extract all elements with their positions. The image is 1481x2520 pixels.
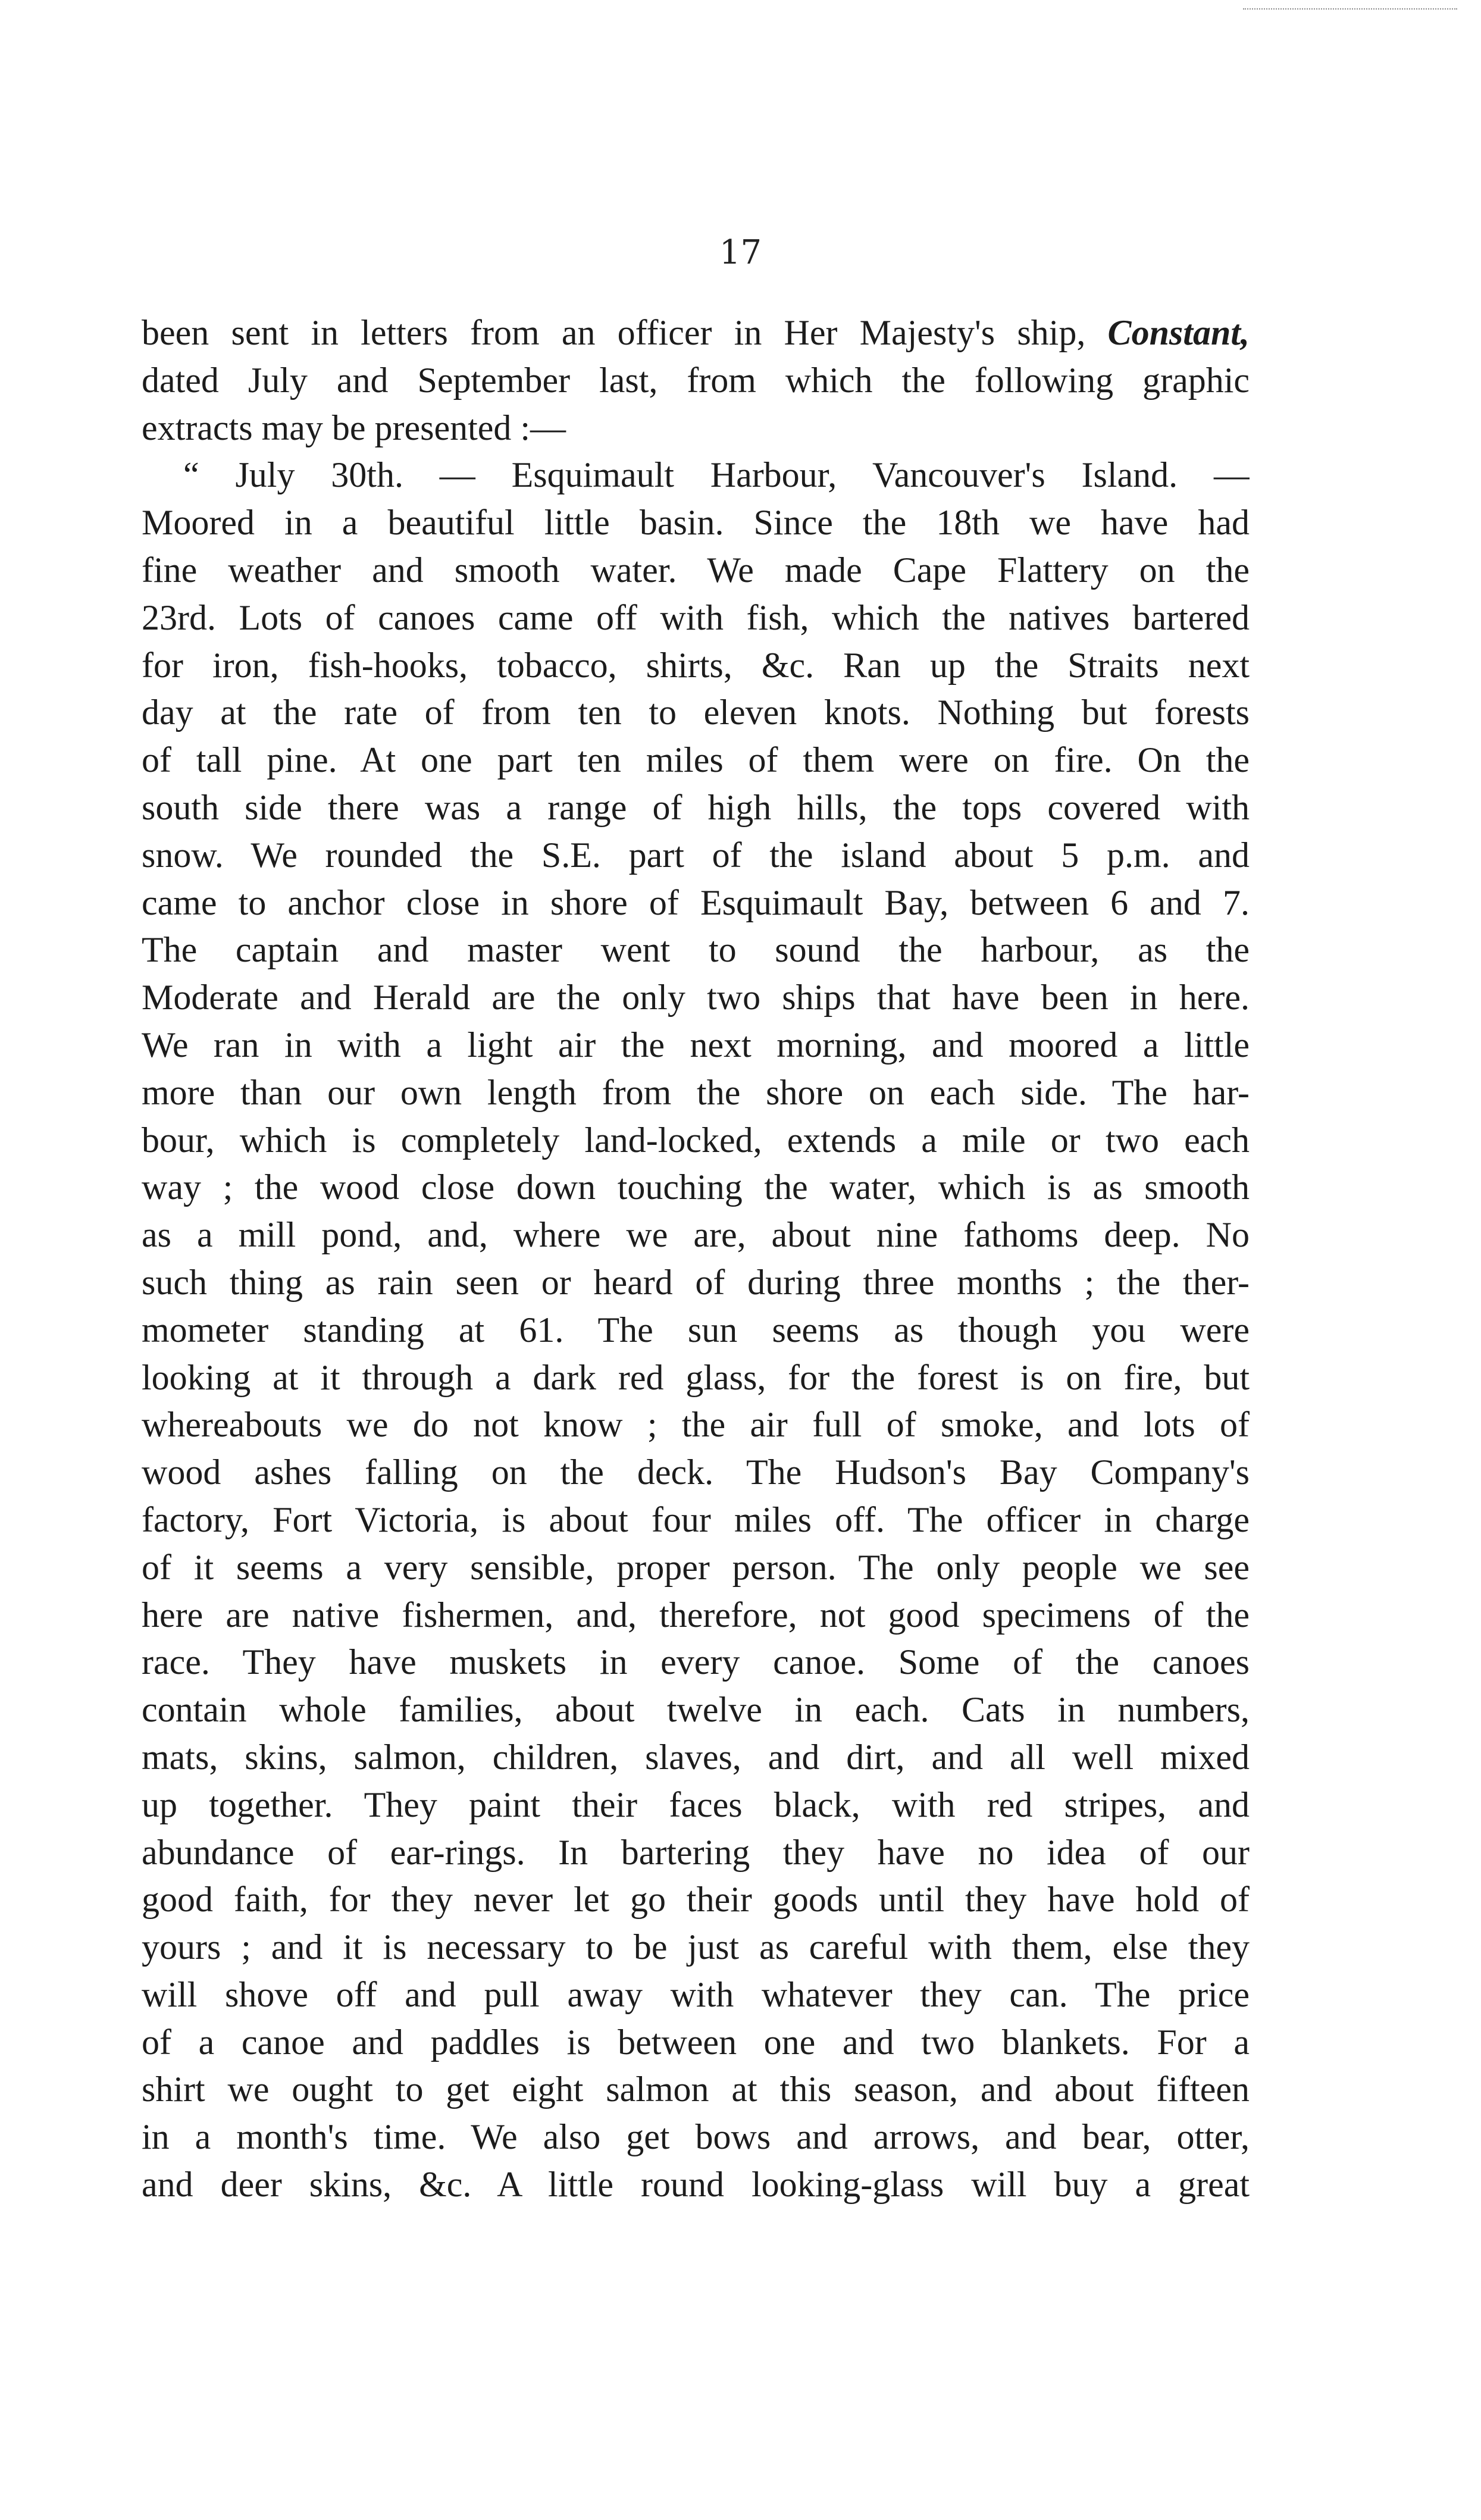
text-line: Moored in a beautiful little basin. Since the 18th we have had xyxy=(142,503,1250,543)
text-line: such thing as rain seen or heard of during three months ; the ther- xyxy=(142,1262,1250,1302)
text-line: south side there was a range of high hills, the tops covered with xyxy=(142,787,1250,827)
text-line: will shove off and pull away with whatever they can. The price xyxy=(142,1974,1250,2014)
text-line: been sent in letters from an officer in Her Majesty's ship, Constant, xyxy=(142,313,1250,352)
page-number: 17 xyxy=(719,233,762,272)
text-line: in a month's time. We also get bows and arrows, and bear, otter, xyxy=(142,2117,1250,2157)
text-line: came to anchor close in shore of Esquimault Bay, between 6 and 7. xyxy=(142,882,1250,922)
ship-name: Constant, xyxy=(1107,313,1250,352)
text-line: of it seems a very sensible, proper person. The only people we see xyxy=(142,1547,1250,1587)
text-line: of tall pine. At one part ten miles of them were on fire. On the xyxy=(142,740,1250,780)
text-line: The captain and master went to sound the harbour, as the xyxy=(142,930,1250,970)
text-line: shirt we ought to get eight salmon at this season, and about fifteen xyxy=(142,2070,1250,2109)
text-line: and deer skins, &c. A little round looking-glass will buy a great xyxy=(142,2165,1250,2205)
text-line: mometer standing at 61. The sun seems as though you were xyxy=(142,1310,1250,1350)
text-line: up together. They paint their faces black, with red stripes, and xyxy=(142,1785,1250,1824)
text-line: Moderate and Herald are the only two ships that have been in here. xyxy=(142,978,1250,1018)
text-line: dated July and September last, from which the following graphic xyxy=(142,360,1250,400)
text-line: contain whole families, about twelve in each. Cats in numbers, xyxy=(142,1690,1250,1730)
text-line: as a mill pond, and, where we are, about nine fathoms deep. No xyxy=(142,1215,1250,1255)
text-line: good faith, for they never let go their goods until they have hold of xyxy=(142,1880,1250,1920)
text-line: fine weather and smooth water. We made Cape Flattery on the xyxy=(142,550,1250,590)
text-line: snow. We rounded the S.E. part of the island about 5 p.m. and xyxy=(142,835,1250,875)
text-line: of a canoe and paddles is between one and two blankets. For a xyxy=(142,2022,1250,2062)
text-line: yours ; and it is necessary to be just as careful with them, else they xyxy=(142,1927,1250,1967)
text-line: for iron, fish-hooks, tobacco, shirts, &c. Ran up the Straits next xyxy=(142,645,1250,685)
scan-edge-mark xyxy=(1243,8,1457,12)
text-line: looking at it through a dark red glass, for the forest is on fire, but xyxy=(142,1357,1250,1397)
text-line: extracts may be presented :— xyxy=(142,408,566,447)
text-line: factory, Fort Victoria, is about four miles off. The officer in charge xyxy=(142,1500,1250,1539)
text-line: more than our own length from the shore on each side. The har- xyxy=(142,1072,1250,1112)
text-line: bour, which is completely land-locked, extends a mile or two each xyxy=(142,1120,1250,1160)
text-line: 23rd. Lots of canoes came off with fish, which the natives bartered xyxy=(142,597,1250,637)
text-line: race. They have muskets in every canoe. Some of the canoes xyxy=(142,1642,1250,1682)
text-line: whereabouts we do not know ; the air full of smoke, and lots of xyxy=(142,1405,1250,1445)
text-line: here are native fishermen, and, therefore, not good specimens of the xyxy=(142,1595,1250,1635)
text-line: We ran in with a light air the next morning, and moored a little xyxy=(142,1025,1250,1065)
body-text xyxy=(142,309,1250,2209)
text-line: day at the rate of from ten to eleven knots. Nothing but forests xyxy=(142,693,1250,732)
text-line: “ July 30th. — Esquimault Harbour, Vancouver's Island. — xyxy=(183,455,1250,495)
text-line: mats, skins, salmon, children, slaves, and dirt, and all well mixed xyxy=(142,1737,1250,1777)
text-line: abundance of ear-rings. In bartering they have no idea of our xyxy=(142,1832,1250,1872)
text-line: way ; the wood close down touching the water, which is as smooth xyxy=(142,1167,1250,1207)
text-line: wood ashes falling on the deck. The Hudson's Bay Company's xyxy=(142,1452,1250,1492)
